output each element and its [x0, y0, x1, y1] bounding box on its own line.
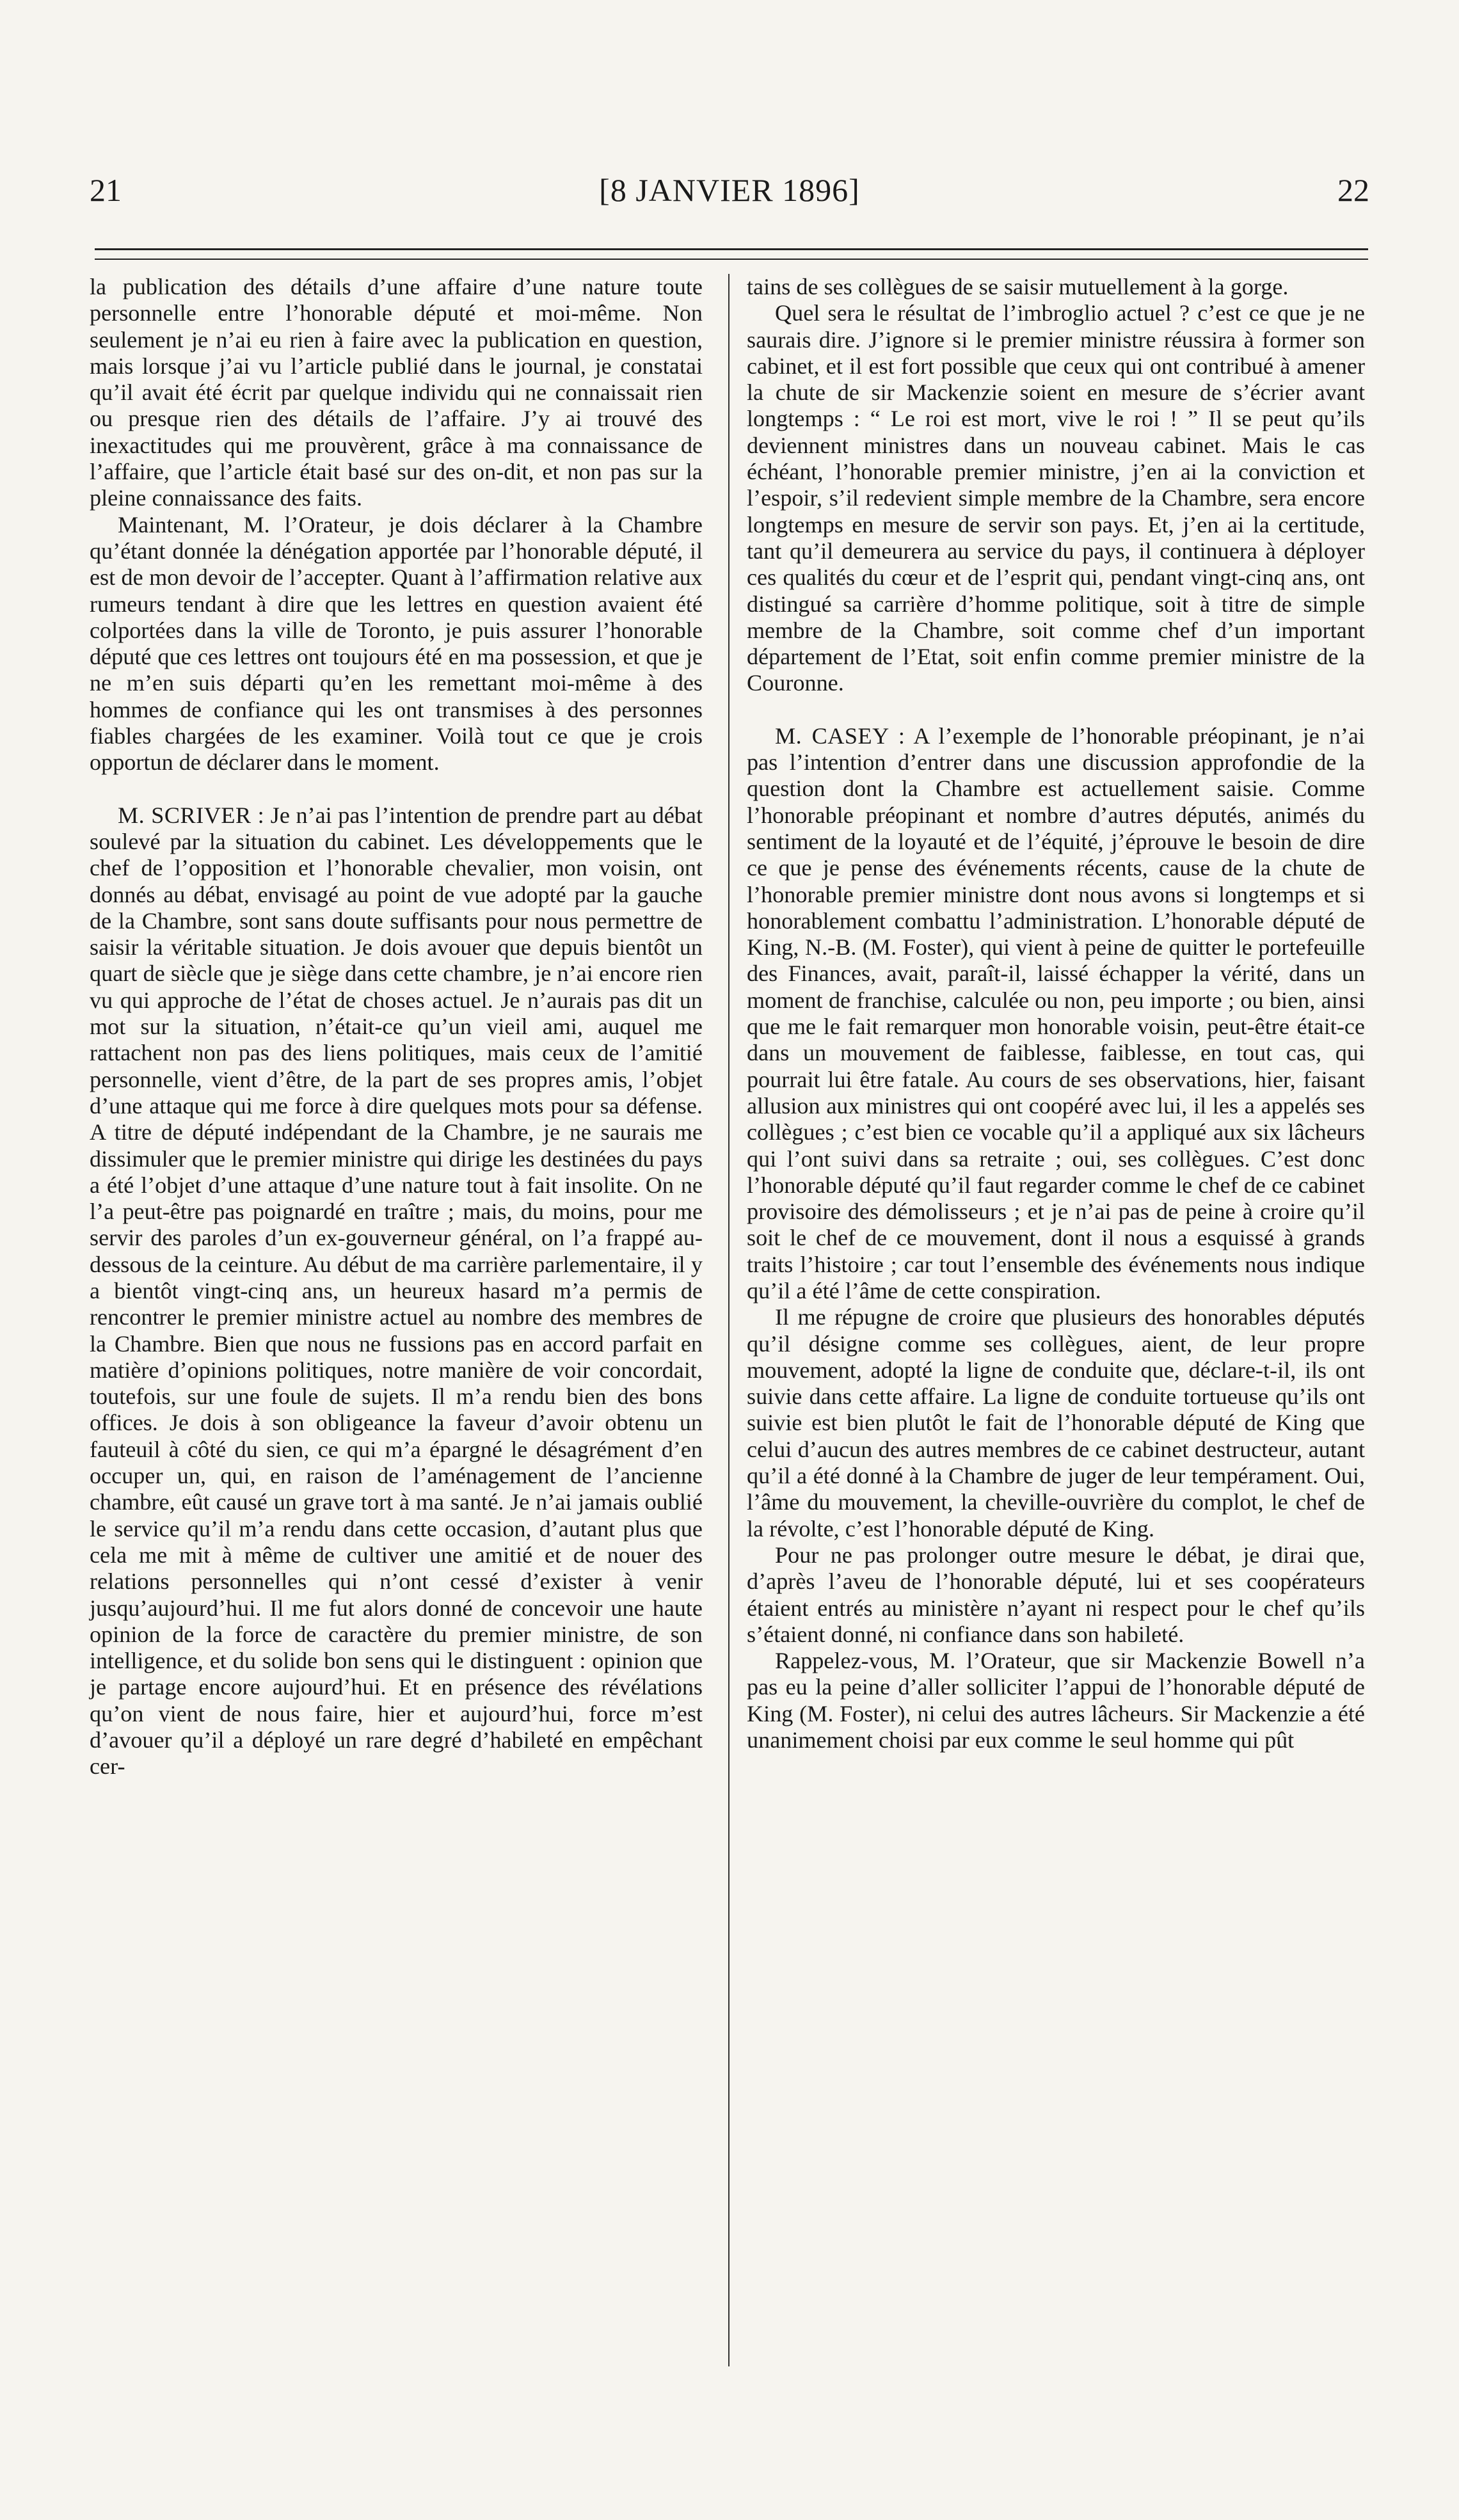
paragraph: Pour ne pas prolonger outre mesure le débat, je dirai que, d’après l’aveu de l’honorable député, lui et ses coopérateurs étaient entrés au ministère n’ayant ni respect pour le chef qu’ils s’étaient donné, ni confiance dans son habileté.	[747, 1542, 1365, 1647]
header-rule-bottom	[95, 259, 1368, 260]
paragraph-continued: la publication des détails d’une affaire d’une nature toute personnelle entre l’honorable député et moi-même. Non seulement je n’ai eu rien à faire avec la publication en question, mais lorsque j’ai vu l’article publié dans le journal, je constatai qu’il avait été écrit par quelque individu qui ne connaissait rien ou presque rien des détails de l’affaire. J’y ai trouvé des inexactitudes qui me prouvèrent, grâce à ma connaissance de l’affaire, que l’article était basé sur des on-dit, et non pas sur la pleine connaissance des faits.	[90, 274, 703, 511]
speech-text: Je n’ai pas l’intention de prendre part au débat soulevé par la situation du cabinet. Les développements que le chef de l’opposition et l’honorable chevalier, mon voisin, ont donnés au débat, envisagé au point de vue adopté par la gauche de la Chambre, sont sans doute suffisants pour nous permettre de saisir la véritable situation. Je dois avouer que depuis bientôt un quart de siècle que je siège dans cette chambre, je n’ai encore rien vu qui approche de l’état de choses actuel. Je n’aurais pas dit un mot sur la situation, n’était-ce qu’un vieil ami, auquel me rattachent non pas des liens politiques, mais ceux de l’amitié personnelle, vient d’être, de la part de ses propres amis, l’objet d’une attaque qui me force à dire quelques mots pour sa défense. A titre de député indépendant de la Chambre, je ne saurais me dissimuler que le premier ministre qui dirige les destinées du pays a été l’objet d’une attaque d’une nature tout à fait insolite. On ne l’a peut-être pas poignardé en traître ; mais, du moins, pour me servir des paroles d’un ex-gouverneur général, on l’a frappé au-dessous de la ceinture. Au début de ma carrière parlementaire, il y a bientôt vingt-cinq ans, un heureux hasard m’a permis de rencontrer le premier ministre actuel au nombre des membres de la Chambre. Bien que nous ne fussions pas en accord parfait en matière d’opinions politiques, notre manière de voir concordait, toutefois, sur une foule de sujets. Il m’a rendu bien des bons offices. Je dois à son obligeance la faveur d’avoir obtenu un fauteuil à côté du sien, ce qui m’a épargné le désagrément d’en occuper un, qui, en raison de l’aménagement de l’ancienne chambre, eût causé un grave tort à ma santé. Je n’ai jamais oublié le service qu’il m’a rendu dans cette occasion, d’autant plus que cela me mit à même de cultiver une amitié et de nouer des relations personnelles qui n’ont cessé d’exister à venir jusqu’aujourd’hui. Il me fut alors donné de concevoir une haute opinion de la force de caractère du premier ministre, de son intelligence, et du solide bon sens qui le distinguent : opinion que je partage encore aujourd’hui. Et en présence des révélations qu’on vient de nous faire, hier et aujourd’hui, force m’est d’avouer qu’il a déployé un rare degré d’habileté en empêchant cer-	[90, 802, 703, 1780]
left-column	[90, 274, 703, 1780]
column-divider	[728, 274, 730, 2366]
speech-paragraph	[90, 802, 703, 1780]
paragraph-continued: tains de ses collègues de se saisir mutuellement à la gorge.	[747, 274, 1289, 299]
paragraph: Quel sera le résultat de l’imbroglio actuel ? c’est ce que je ne saurais dire. J’ignore si le premier ministre réussira à former son cabinet, et il est fort possible que ceux qui ont contribué à amener la chute de sir Mackenzie soient en mesure de s’écrier avant longtemps : “ Le roi est mort, vive le roi ! ” Il se peut qu’ils deviennent ministres dans un nouveau cabinet. Mais le cas échéant, l’honorable premier ministre, j’en ai la conviction et l’espoir, s’il redevient simple membre de la Chambre, sera encore longtemps en mesure de servir son pays. Et, j’en ai la certitude, tant qu’il demeurera au service du pays, il continuera à déployer ces qualités du cœur et de l’esprit qui, pendant vingt-cinq ans, ont distingué sa carrière d’homme politique, soit à titre de simple membre de la Chambre, soit comme chef d’un important département de l’Etat, soit enfin comme premier ministre de la Couronne.	[747, 300, 1365, 696]
speaker-name: M. CASEY :	[775, 722, 905, 749]
header-date: [8 JANVIER 1896]	[599, 172, 860, 208]
left-page-number: 21	[90, 172, 122, 208]
right-page-number: 22	[1337, 172, 1369, 208]
right-column	[747, 274, 1365, 1753]
speech-paragraph	[747, 723, 1365, 1305]
paragraph: Maintenant, M. l’Orateur, je dois déclarer à la Chambre qu’étant donnée la dénégation apportée par l’honorable député, il est de mon devoir de l’accepter. Quant à l’affirmation relative aux rumeurs tendant à dire que les lettres en question avaient été colportées dans la ville de Toronto, je puis assurer l’honorable député que ces lettres ont toujours été en ma possession, et que je ne m’en suis départi qu’en les remettant moi-même à des hommes de confiance qui les ont transmises à des personnes fiables chargées de les examiner. Voilà tout ce que je crois opportun de déclarer dans le moment.	[90, 511, 703, 776]
page-header	[90, 168, 1369, 212]
paragraph: Il me répugne de croire que plusieurs des honorables députés qu’il désigne comme ses collègues, aient, de leur propre mouvement, adopté la ligne de conduite que, déclare-t-il, ils ont suivie dans cette affaire. La ligne de conduite tortueuse qu’ils ont suivie est bien plutôt le fait de l’honorable député de King que celui d’aucun des autres membres de ce cabinet destructeur, autant qu’il a été donné à la Chambre de juger de leur tempérament. Oui, l’âme du mouvement, la cheville-ouvrière du complot, le chef de la révolte, c’est l’honorable député de King.	[747, 1304, 1365, 1542]
speaker-name: M. SCRIVER :	[118, 802, 265, 828]
speech-text: A l’exemple de l’honorable préopinant, je n’ai pas l’intention d’entrer dans une discussion approfondie de la question dont la Chambre est actuellement saisie. Comme l’honorable préopinant et nombre d’autres députés, animés du sentiment de la loyauté et de l’équité, j’éprouve le besoin de dire ce que je pense des événements récents, cause de la chute de l’honorable premier ministre dont nous avons si longtemps et si honorablement combattu l’administration. L’honorable député de King, N.-B. (M. Foster), qui vient à peine de quitter le portefeuille des Finances, avait, paraît-il, laissé échapper la vérité, dans un moment de franchise, calculée ou non, peu importe ; ou bien, ainsi que me le fait remarquer mon honorable voisin, peut-être était-ce dans un mouvement de faiblesse, faiblesse, en tout cas, qui pourrait lui être fatale. Au cours de ses observations, hier, faisant allusion aux ministres qui ont coopéré avec lui, il les a appelés ses collègues ; c’est bien ce vocable qu’il a appliqué aux six lâcheurs qui l’ont suivi dans sa retraite ; oui, ses collègues. C’est donc l’honorable député qu’il faut regarder comme le chef de ce cabinet provisoire des démolisseurs ; et je n’ai pas de peine à croire qu’il soit le chef de ce mouvement, dont il nous a esquissé à grands traits l’histoire ; car tout l’ensemble des événements nous indique qu’il a été l’âme de cette conspiration.	[747, 722, 1365, 1304]
header-rule-top	[95, 248, 1368, 250]
paragraph: Rappelez-vous, M. l’Orateur, que sir Mackenzie Bowell n’a pas eu la peine d’aller solliciter l’appui de l’honorable député de King (M. Foster), ni celui des autres lâcheurs. Sir Mackenzie a été unanimement choisi par eux comme le seul homme qui pût	[747, 1648, 1365, 1753]
